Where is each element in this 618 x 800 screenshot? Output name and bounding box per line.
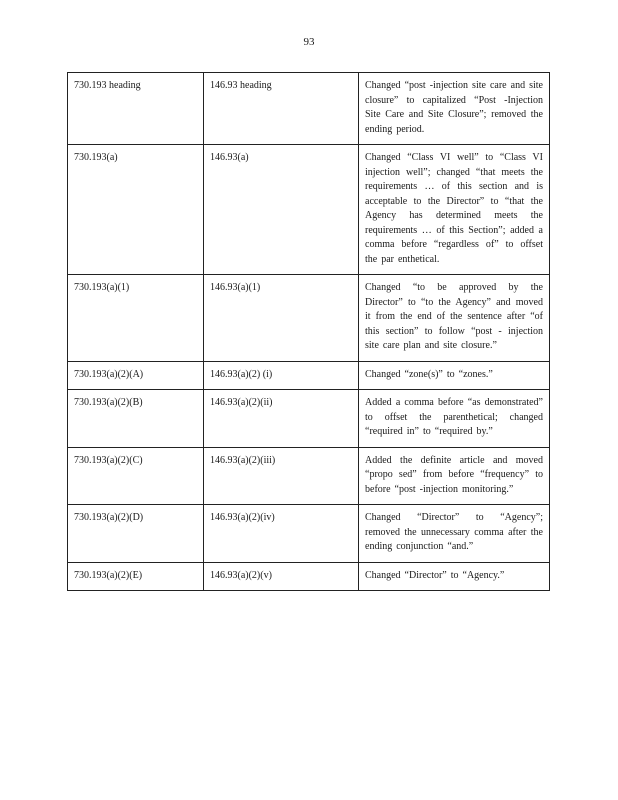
table-row xyxy=(68,145,550,275)
change-description-cell: Changed “to be approved by the Director” to “to the Agency” and moved it from the end of the sentence after “of this section” to follow “post - injection site care plan and site closure.” xyxy=(359,275,550,362)
new-section-cell: 146.93(a)(2)(iv) xyxy=(204,505,359,563)
new-section-cell: 146.93(a)(2) (i) xyxy=(204,361,359,390)
new-section-cell: 146.93(a)(2)(iii) xyxy=(204,447,359,505)
old-section-cell: 730.193(a) xyxy=(68,145,204,275)
new-section-cell: 146.93(a) xyxy=(204,145,359,275)
old-section-cell: 730.193 heading xyxy=(68,73,204,145)
change-description-cell: Changed “zone(s)” to “zones.” xyxy=(359,361,550,390)
new-section-cell: 146.93(a)(1) xyxy=(204,275,359,362)
change-description-cell: Changed “Director” to “Agency”; removed the unnecessary comma after the ending conjunction “and.” xyxy=(359,505,550,563)
page-number: 93 xyxy=(303,36,315,48)
old-section-cell: 730.193(a)(2)(A) xyxy=(68,361,204,390)
table-row xyxy=(68,275,550,362)
table-row xyxy=(68,361,550,390)
old-section-cell: 730.193(a)(2)(E) xyxy=(68,562,204,591)
change-description-cell: Added a comma before “as demonstrated” to offset the parenthetical; changed “required in” to “required by.” xyxy=(359,390,550,448)
new-section-cell: 146.93(a)(2)(ii) xyxy=(204,390,359,448)
change-description-cell: Changed “Class VI well” to “Class VI injection well”; changed “that meets the requirements … of this section and is acceptable to the Director” to “that the Agency has determined meets the requirements … of this Section”; added a comma before “regardless of” to offset the par enthetical. xyxy=(359,145,550,275)
table-row xyxy=(68,73,550,145)
new-section-cell: 146.93(a)(2)(v) xyxy=(204,562,359,591)
table-row xyxy=(68,505,550,563)
change-description-cell: Added the definite article and moved “propo sed” from before “frequency” to before “post -injection monitoring.” xyxy=(359,447,550,505)
table-row xyxy=(68,447,550,505)
old-section-cell: 730.193(a)(2)(D) xyxy=(68,505,204,563)
old-section-cell: 730.193(a)(1) xyxy=(68,275,204,362)
old-section-cell: 730.193(a)(2)(B) xyxy=(68,390,204,448)
table-row xyxy=(68,562,550,591)
old-section-cell: 730.193(a)(2)(C) xyxy=(68,447,204,505)
change-description-cell: Changed “post -injection site care and site closure” to capitalized “Post -Injection Site Care and Site Closure”; removed the ending period. xyxy=(359,73,550,145)
new-section-cell: 146.93 heading xyxy=(204,73,359,145)
section-correspondence-table xyxy=(67,72,550,591)
change-description-cell: Changed “Director” to “Agency.” xyxy=(359,562,550,591)
table-row xyxy=(68,390,550,448)
